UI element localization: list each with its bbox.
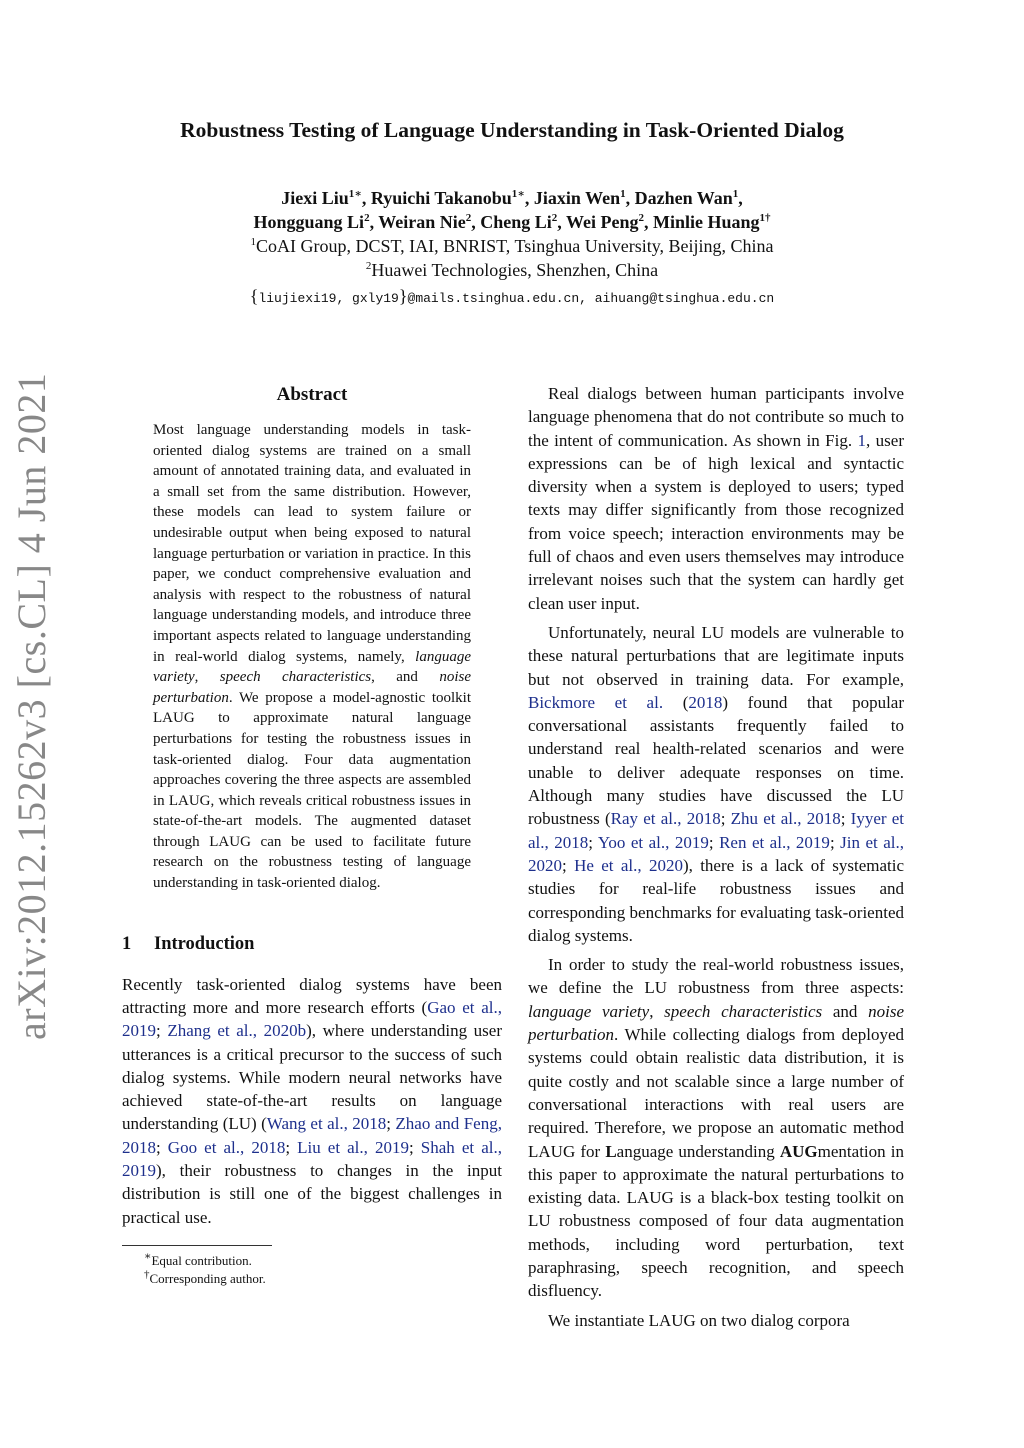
footnote-text: Equal contribution. [151, 1252, 252, 1268]
citation-link[interactable]: Ray et al., 2018 [610, 809, 721, 829]
author-mark: 2 [551, 212, 558, 224]
body-text: We instantiate LAUG on two dialog corpora [548, 1310, 850, 1330]
citation-link[interactable]: Wang et al., 2018 [266, 1114, 387, 1134]
body-text: ; [829, 832, 841, 852]
author-name: Dazhen Wan [634, 188, 733, 208]
citation-link[interactable]: Liu et al., 2019 [297, 1137, 409, 1157]
paragraph-real-dialogs [528, 382, 904, 615]
citation-link[interactable]: Ren et al., 2019 [719, 832, 830, 852]
body-text: ; [156, 1021, 168, 1041]
author-sep: , [643, 212, 653, 232]
affiliation-2 [0, 258, 1024, 282]
email-rest: @mails.tsinghua.edu.cn, aihuang@tsinghua.edu.cn [407, 291, 775, 306]
body-text: In order to study the real-world robustness issues, we define the LU robustness from three aspects: [528, 955, 904, 998]
abstract-emphasis: noise perturbation [153, 669, 471, 706]
citation-link[interactable]: 2018 [688, 692, 723, 712]
author-sep: , [738, 188, 743, 208]
citation-link[interactable]: Shah et al., 2019 [122, 1137, 502, 1181]
paper-title: Robustness Testing of Language Understanding in Task-Oriented Dialog [180, 118, 844, 142]
author-mark: 1 [732, 188, 739, 200]
body-text: ), there is a lack of systematic studies for real-life robustness issues and corresponding benchmarks for evaluating task-oriented dialog systems. [528, 855, 904, 945]
affiliation-1 [0, 234, 1024, 258]
footnote-2 [122, 1270, 502, 1288]
affiliation-mark: 1 [250, 236, 256, 248]
citation-link[interactable]: Bickmore et al. [528, 692, 664, 712]
author-mark: 1† [759, 212, 771, 224]
author-name: Hongguang Li [253, 212, 365, 232]
footnote-rule [122, 1245, 272, 1246]
author-name: Minlie Huang [652, 212, 760, 232]
abstract-text: . We propose a model-agnostic toolkit LAUG to approximate natural language perturbations for testing the robustness issues in task-oriented dialog. Four data augmentation approaches covering the three aspects are assembled in LAUG, which reveals critical robustness issues in state-of-the-art models. The augmented dataset through LAUG can be used to facilitate future research on the robustness testing of language understanding in task-oriented dialog. [153, 689, 471, 892]
section-title: Introduction [154, 933, 255, 954]
body-text: , [649, 1001, 665, 1021]
author-block [0, 186, 1024, 311]
paragraph-unfortunately [528, 621, 904, 947]
body-text: ) found that popular conversational assistants frequently failed to understand real health-related scenarios and were unable to deliver adequate responses on time. Although many studies have discussed the LU robustness ( [528, 692, 904, 829]
author-mark: 2 [638, 212, 644, 224]
right-column [528, 382, 904, 1338]
body-text: ; [708, 832, 720, 852]
body-text: ; [588, 832, 598, 852]
abstract-emphasis: language variety [153, 648, 471, 686]
author-mark: 1∗ [348, 188, 362, 200]
body-text: ; [840, 809, 851, 829]
affiliation-mark: 2 [365, 260, 372, 272]
bold-letter: L [605, 1141, 617, 1161]
author-line-1 [0, 186, 1024, 210]
author-sep: , [471, 212, 481, 232]
citation-link[interactable]: Zhu et al., 2018 [730, 809, 841, 829]
left-column [122, 382, 502, 1288]
body-emphasis: language variety [528, 1001, 650, 1021]
author-mark: 1∗ [511, 188, 525, 200]
email-group: liujiexi19, gxly19 [258, 291, 399, 306]
body-text: ( [663, 692, 689, 712]
citation-link[interactable]: Zhao and Feng, 2018 [122, 1114, 502, 1157]
author-mark: 2 [465, 212, 472, 224]
bold-letters: AUG [779, 1141, 818, 1161]
author-name: Weiran Nie [378, 212, 466, 232]
citation-link[interactable]: Gao et al., 2019 [122, 997, 503, 1041]
citation-link[interactable]: Zhang et al., 2020b [167, 1021, 307, 1041]
citation-link[interactable]: He et al., 2020 [574, 855, 683, 875]
section-number: 1 [122, 933, 132, 954]
brace-close: } [398, 286, 408, 306]
body-text: ; [386, 1114, 396, 1134]
body-text: ; [720, 809, 731, 829]
arxiv-sidebar-stamp: arXiv:2012.15262v3 [cs.CL] 4 Jun 2021 [9, 372, 54, 1040]
author-name: Wei Peng [565, 212, 639, 232]
footnote-mark: † [144, 1268, 150, 1281]
abstract-body [153, 420, 471, 894]
citation-link[interactable]: Jin et al., 2020 [528, 832, 904, 875]
body-text: anguage understanding [616, 1141, 780, 1161]
body-text: Unfortunately, neural LU models are vulnerable to these natural perturbations that are legitimate inputs but not observed in training data. For example, [528, 622, 904, 689]
body-text: Real dialogs between human participants involve language phenomena that do not contribute so much to the intent of communication. As shown in Fig. [528, 384, 904, 450]
footnote-mark: ∗ [144, 1250, 152, 1263]
body-text: ; [285, 1137, 298, 1157]
paragraph-instantiate [528, 1309, 904, 1332]
author-mark: 2 [364, 212, 370, 224]
body-text: ; [408, 1137, 421, 1157]
brace-open: { [249, 286, 259, 306]
body-emphasis: noise perturbation [528, 1001, 905, 1045]
author-sep: , [557, 212, 566, 232]
body-text: ; [562, 855, 575, 875]
body-text: ), their robustness to changes in the input distribution is still one of the biggest challenges in practical use. [122, 1161, 502, 1227]
author-sep: , [625, 188, 635, 208]
body-text: , user expressions can be of high lexical and syntactic diversity when a system is deployed to users; typed texts may differ significantly from those recognized from voice speech; interaction environments may be full of chaos and even users themselves may introduce irrelevant noises such that the system can hardly get clean user input. [528, 430, 904, 613]
citation-link[interactable]: Goo et al., 2018 [167, 1137, 286, 1157]
author-sep: , [369, 212, 379, 232]
affiliation-text: CoAI Group, DCST, IAI, BNRIST, Tsinghua University, Beijing, China [255, 236, 774, 256]
author-name: Jiexi Liu [281, 188, 349, 208]
body-text: ; [156, 1137, 168, 1157]
body-text: . While collecting dialogs from deployed systems could obtain realistic data distribution, it is quite costly and not scalable since a large number of conversational interactions with real users are required. Therefore, we propose an automatic method LAUG for [528, 1025, 904, 1161]
abstract-heading: Abstract [276, 384, 348, 405]
body-text: Recently task-oriented dialog systems have been attracting more and more research efforts ( [122, 974, 502, 1017]
body-emphasis: speech characteristics [664, 1001, 823, 1021]
body-text: and [822, 1001, 869, 1021]
figure-ref-link[interactable]: 1 [857, 430, 866, 450]
body-text: ), where understanding user utterances is a critical precursor to the success of such dialog systems. While modern neural networks have achieved state-of-the-art results on language understanding (LU) ( [122, 1021, 502, 1134]
abstract-text: Most language understanding models in task-oriented dialog systems are trained on a small amount of annotated training data, and evaluated in a small set from the same distribution. However, these models can lead to system failure or undesirable output when being exposed to natural language perturbation or variation in practice. In this paper, we conduct comprehensive evaluation and analysis with respect to the robustness of natural language understanding models, and introduce three important aspects related to language understanding in real-world dialog systems, namely, [153, 422, 471, 665]
abstract-sep: , and [371, 669, 440, 686]
author-emails [0, 284, 1024, 311]
author-name: Ryuichi Takanobu [370, 188, 512, 208]
intro-paragraph [122, 973, 502, 1229]
abstract-sep: , [194, 669, 220, 686]
author-sep: , [524, 188, 534, 208]
author-line-2 [0, 210, 1024, 234]
author-mark: 1 [620, 188, 626, 200]
footnote-text: Corresponding author. [149, 1270, 266, 1286]
abstract-emphasis: speech characteristics [219, 669, 372, 686]
citation-link[interactable]: Iyyer et al., 2018 [528, 809, 905, 852]
author-name: Jiaxin Wen [533, 188, 621, 208]
author-sep: , [361, 188, 371, 208]
citation-link[interactable]: Yoo et al., 2019 [597, 832, 709, 852]
section-heading-introduction [122, 934, 502, 955]
footnote-1 [122, 1252, 502, 1270]
author-name: Cheng Li [480, 212, 552, 232]
body-text: mentation in this paper to approximate the natural perturbations to existing data. LAUG is a black-box testing toolkit on LU robustness composed of four data augmentation methods, including word perturbation, text paraphrasing, speech recognition, and speech disfluency. [528, 1141, 904, 1301]
affiliation-text: Huawei Technologies, Shenzhen, China [371, 260, 659, 280]
paragraph-in-order [528, 953, 904, 1302]
